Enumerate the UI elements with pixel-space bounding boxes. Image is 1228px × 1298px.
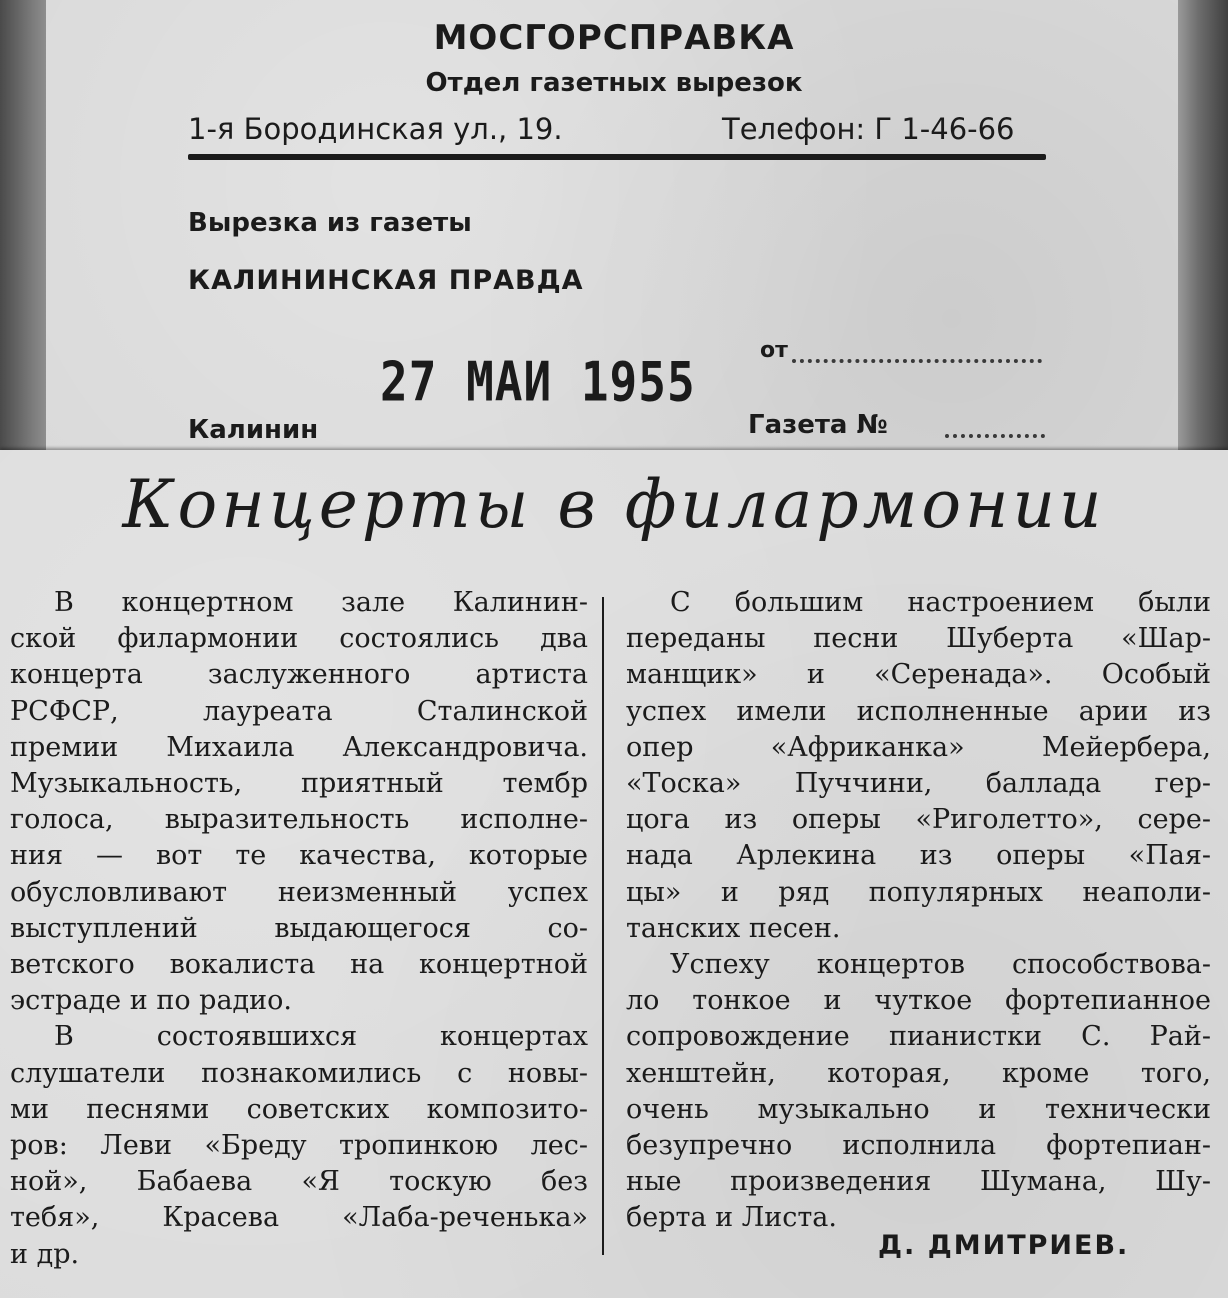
text-line: ров: Леви «Бреду тропинкою лес- (10, 1130, 588, 1162)
text-line: В состоявшихся концертах (54, 1021, 588, 1053)
text-line: опер «Африканка» Мейербера, (626, 731, 1211, 763)
text-line: переданы песни Шуберта «Шар- (626, 623, 1211, 655)
text-line: концерта заслуженного артиста (10, 659, 588, 691)
text-line: цы» и ряд популярных неаполи- (626, 876, 1211, 908)
author-signature: Д. ДМИТРИЕВ. (878, 1230, 1130, 1261)
agency-name: МОСГОРСПРАВКА (433, 18, 795, 58)
text-line: голоса, выразительность исполне- (10, 804, 588, 836)
text-line: В концертном зале Калинин- (54, 587, 588, 618)
column-divider (602, 597, 604, 1255)
text-line: нада Арлекина из оперы «Пая- (626, 840, 1211, 872)
date-blank-line (792, 335, 1042, 363)
clipping-label: Вырезка из газеты (188, 208, 472, 238)
text-line: ния — вот те качества, которые (10, 840, 588, 872)
text-line: выступлений выдающегося со- (10, 912, 588, 944)
text-line: обусловливают неизменный успех (10, 876, 588, 908)
issue-blank-line (945, 420, 1045, 438)
text-line: танских песен. (626, 912, 841, 944)
text-line: и др. (10, 1238, 80, 1270)
text-line: Успеху концертов способствова- (670, 949, 1211, 981)
article-headline: Концерты в филармонии (122, 466, 1106, 543)
text-line: ной», Бабаева «Я тоскую без (10, 1166, 588, 1198)
header-rule (188, 154, 1046, 160)
text-line: манщик» и «Серенада». Особый (626, 659, 1211, 691)
text-line: успех имели исполненные арии из (626, 695, 1211, 727)
department-name: Отдел газетных вырезок (425, 68, 803, 98)
text-line: ской филармонии состоялись два (10, 623, 588, 655)
text-line: С большим настроением были (670, 587, 1211, 618)
text-line: эстраде и по радио. (10, 985, 292, 1017)
text-line: сопровождение пианистки С. Рай- (626, 1021, 1211, 1053)
date-stamp: 27 МАИ 1955 (380, 350, 696, 414)
city-name: Калинин (188, 415, 319, 445)
agency-phone: Телефон: Г 1-46-66 (722, 112, 1015, 146)
text-line: ми песнями советских композито- (10, 1093, 588, 1125)
text-line: Музыкальность, приятный тембр (10, 768, 588, 800)
text-line: «Тоска» Пуччини, баллада гер- (626, 768, 1211, 800)
text-line: РСФСР, лауреата Сталинской (10, 695, 588, 727)
text-line: хенштейн, которая, кроме того, (626, 1057, 1211, 1089)
article-column-right (626, 585, 1211, 1237)
text-line: очень музыкально и технически (626, 1093, 1211, 1125)
text-line: ветского вокалиста на концертной (10, 949, 588, 981)
text-line: слушатели познакомились с новы- (10, 1057, 588, 1089)
text-line: ло тонкое и чуткое фортепианное (626, 985, 1211, 1017)
from-label: от (760, 338, 788, 363)
article-column-left (10, 585, 588, 1273)
text-line: берта и Листа. (626, 1202, 837, 1234)
issue-label: Газета № (748, 410, 888, 440)
text-line: тебя», Красева «Лаба-реченька» (10, 1202, 588, 1234)
text-line: премии Михаила Александровича. (10, 731, 588, 763)
text-line: ные произведения Шумана, Шу- (626, 1166, 1211, 1198)
text-line: цога из оперы «Риголетто», сере- (626, 804, 1211, 836)
newspaper-name: КАЛИНИНСКАЯ ПРАВДА (188, 265, 584, 296)
agency-address: 1-я Бородинская ул., 19. (188, 112, 563, 146)
text-line: безупречно исполнила фортепиан- (626, 1130, 1211, 1162)
